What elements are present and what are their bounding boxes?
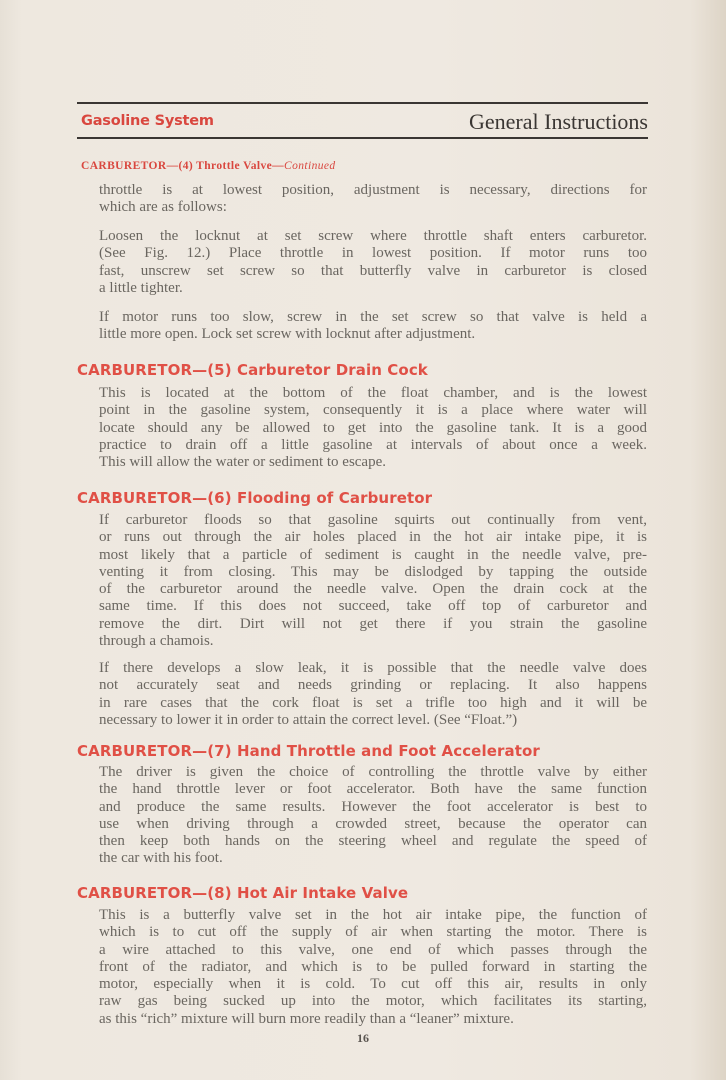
- text-line: If there develops a slow leak, it is possible that the needle valve does: [99, 660, 647, 676]
- text-line: or runs out through the air holes placed in the hot air intake pipe, it is: [99, 529, 647, 546]
- text-line: locate should any be allowed to get into the gasoline tank. It is a good: [99, 419, 647, 436]
- section-heading: CARBURETOR—(8) Hot Air Intake Valve: [77, 884, 409, 902]
- text-line: (See Fig. 12.) Place throttle in lowest position. If motor runs too: [99, 245, 647, 262]
- text-line: most likely that a particle of sediment is caught in the needle valve, pre-: [99, 546, 647, 563]
- text-line: fast, unscrew set screw so that butterfly valve in carburetor is closed: [99, 262, 647, 279]
- text-line: use when driving through a crowded street, because the operator can: [99, 815, 647, 832]
- page-title: General Instructions: [469, 109, 648, 134]
- text-line: This is located at the bottom of the float chamber, and is the lowest: [99, 385, 647, 401]
- text-line: through a chamois.: [99, 632, 214, 649]
- paragraph: [99, 907, 647, 1028]
- text-line: This will allow the water or sediment to escape.: [99, 454, 386, 470]
- text-line: front of the radiator, and which is to be pulled forward in starting the: [99, 958, 647, 975]
- text-line: which is to cut off the supply of air when starting the motor. There is: [99, 924, 647, 941]
- continued-suffix: Continued: [284, 160, 336, 172]
- text-line: Loosen the locknut at set screw where throttle shaft enters carburetor.: [99, 228, 647, 244]
- text-line: If carburetor floods so that gasoline squirts out continually from vent,: [99, 512, 647, 528]
- text-line: the car with his foot.: [99, 850, 223, 867]
- text-line: as this “rich” mixture will burn more readily than a “leaner” mixture.: [99, 1010, 514, 1027]
- section-heading: CARBURETOR—(7) Hand Throttle and Foot Accelerator: [77, 742, 540, 760]
- text-line: necessary to lower it in order to attain the correct level. (See “Float.”): [99, 711, 518, 728]
- text-line: which are as follows:: [99, 199, 227, 216]
- section-heading: CARBURETOR—(5) Carburetor Drain Cock: [77, 361, 428, 379]
- text-line: a little tighter.: [99, 279, 183, 296]
- text-line: point in the gasoline system, consequently it is a place where water will: [99, 402, 647, 419]
- header-top-rule: [77, 102, 648, 104]
- text-line: a wire attached to this valve, one end of which passes through the: [99, 941, 647, 958]
- paragraph: [99, 182, 647, 217]
- paragraph: [99, 309, 647, 344]
- text-line: The driver is given the choice of controlling the throttle valve by either: [99, 764, 647, 780]
- text-line: little more open. Lock set screw with locknut after adjustment.: [99, 326, 476, 343]
- text-line: If motor runs too slow, screw in the set screw so that valve is held a: [99, 309, 647, 325]
- text-line: then keep both hands on the steering wheel and regulate the speed of: [99, 833, 647, 849]
- text-line: This is a butterfly valve set in the hot air intake pipe, the function of: [99, 907, 647, 923]
- text-line: same time. If this does not succeed, take off top of carburetor and: [99, 598, 647, 615]
- paragraph: [99, 228, 647, 297]
- text-line: throttle is at lowest position, adjustment is necessary, directions for: [99, 182, 647, 198]
- text-line: of the carburetor around the needle valve. Open the drain cock at the: [99, 581, 647, 597]
- paragraph: [99, 764, 647, 868]
- text-line: the hand throttle lever or foot accelerator. Both have the same function: [99, 781, 647, 798]
- text-line: venting it from closing. This may be dislodged by tapping the outside: [99, 563, 647, 580]
- text-line: raw gas being sucked up into the motor, which facilitates its starting,: [99, 993, 647, 1010]
- paragraph: [99, 660, 647, 729]
- continued-heading: [81, 160, 336, 172]
- header-bottom-rule: [77, 137, 648, 139]
- continued-label: CARBURETOR—(4) Throttle Valve—: [81, 160, 285, 172]
- text-line: not accurately seat and needs grinding or replacing. It also happens: [99, 677, 647, 694]
- paragraph: [99, 385, 647, 471]
- section-heading: CARBURETOR—(6) Flooding of Carburetor: [77, 489, 433, 507]
- paragraph: [99, 512, 647, 650]
- text-line: and produce the same results. However the foot accelerator is best to: [99, 798, 647, 815]
- text-line: motor, especially when it is cold. To cut off this air, results in only: [99, 976, 647, 992]
- text-line: practice to drain off a little gasoline at intervals of about once a week.: [99, 436, 647, 453]
- page-number: 16: [357, 1031, 369, 1045]
- section-name: Gasoline System: [81, 113, 214, 129]
- text-line: remove the dirt. Dirt will not get there if you strain the gasoline: [99, 615, 647, 632]
- text-line: in rare cases that the cork float is set a trifle too high and it will be: [99, 694, 647, 711]
